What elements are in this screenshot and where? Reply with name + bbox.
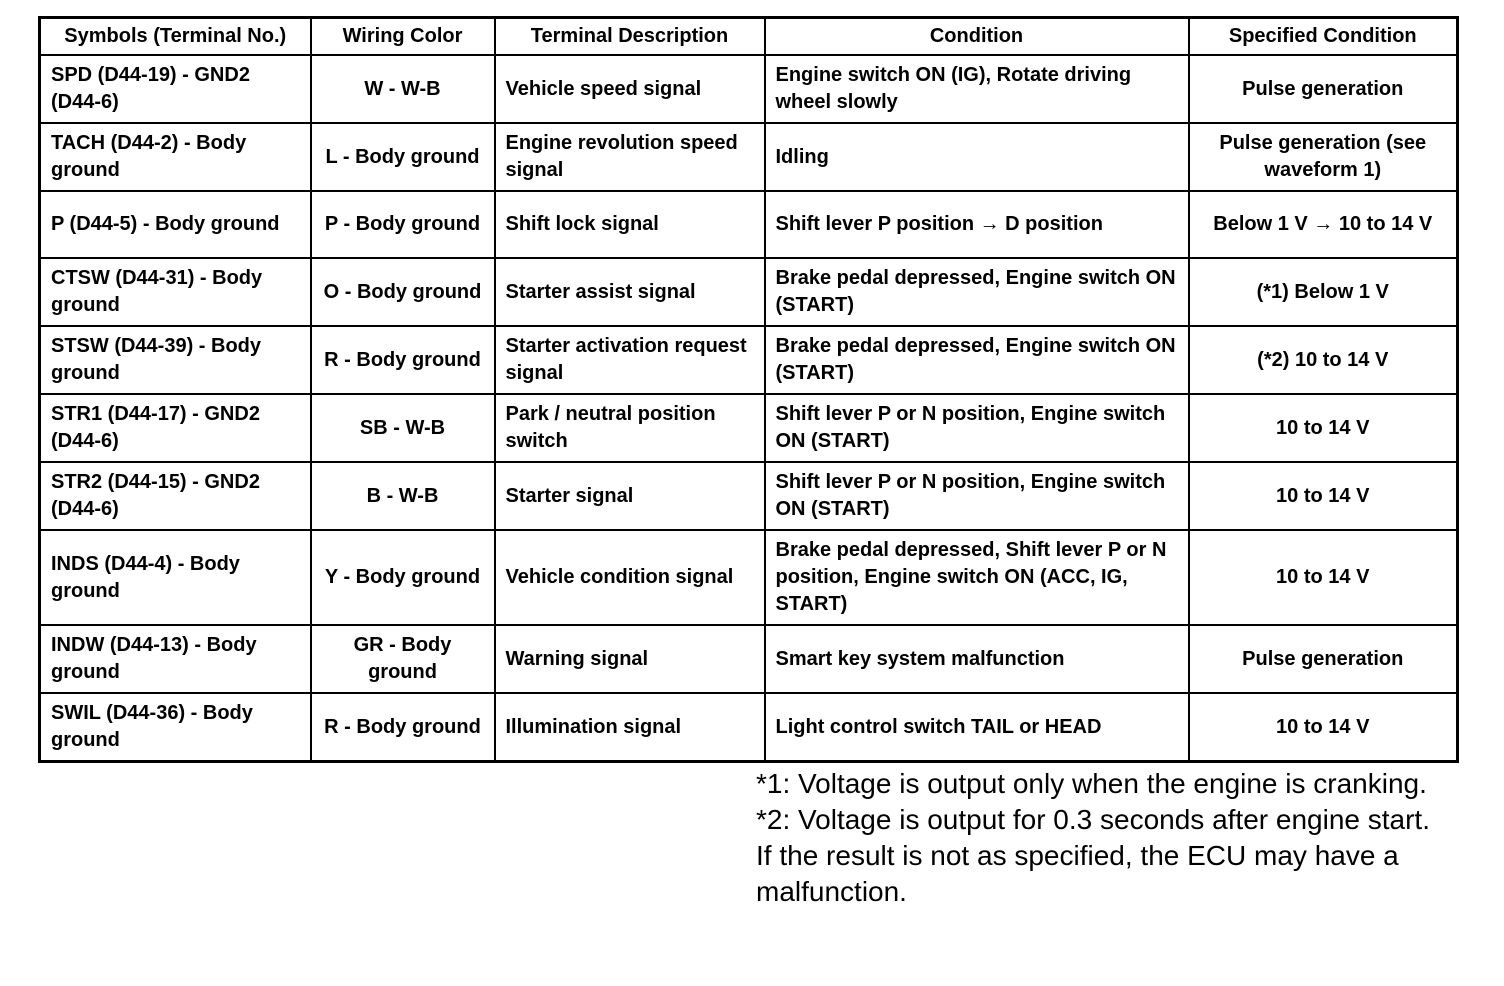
footnote-1: *1: Voltage is output only when the engine is cranking.: [756, 768, 1427, 799]
cell-specified: Pulse generation: [1189, 55, 1458, 123]
cell-description: Vehicle speed signal: [495, 55, 765, 123]
cell-symbol: SPD (D44-19) - GND2 (D44-6): [40, 55, 311, 123]
cell-condition: Brake pedal depressed, Engine switch ON (START): [765, 258, 1189, 326]
cell-description: Starter signal: [495, 462, 765, 530]
table-row: [40, 530, 1458, 625]
cell-specified: 10 to 14 V: [1189, 462, 1458, 530]
footnote-2: *2: Voltage is output for 0.3 seconds after engine start.: [756, 804, 1430, 835]
cell-wiring-color: R - Body ground: [311, 693, 495, 762]
cell-condition: Brake pedal depressed, Shift lever P or N position, Engine switch ON (ACC, IG, START): [765, 530, 1189, 625]
table-row: [40, 123, 1458, 191]
cell-symbol: SWIL (D44-36) - Body ground: [40, 693, 311, 762]
table-row: [40, 462, 1458, 530]
cell-specified: Pulse generation (see waveform 1): [1189, 123, 1458, 191]
cell-symbol: STR2 (D44-15) - GND2 (D44-6): [40, 462, 311, 530]
cell-condition: Brake pedal depressed, Engine switch ON (START): [765, 326, 1189, 394]
cell-specified: 10 to 14 V: [1189, 530, 1458, 625]
cell-description: Park / neutral position switch: [495, 394, 765, 462]
cell-symbol: P (D44-5) - Body ground: [40, 191, 311, 258]
cell-description: Illumination signal: [495, 693, 765, 762]
table-row: [40, 55, 1458, 123]
cell-specified: (*1) Below 1 V: [1189, 258, 1458, 326]
cell-condition: Smart key system malfunction: [765, 625, 1189, 693]
table-row: [40, 625, 1458, 693]
cell-wiring-color: Y - Body ground: [311, 530, 495, 625]
cell-condition: Shift lever P or N position, Engine switch ON (START): [765, 394, 1189, 462]
cell-wiring-color: L - Body ground: [311, 123, 495, 191]
table-row: [40, 326, 1458, 394]
header-row: [40, 18, 1458, 56]
cell-wiring-color: R - Body ground: [311, 326, 495, 394]
cell-description: Starter assist signal: [495, 258, 765, 326]
table-header: [40, 18, 1458, 56]
cell-condition: Engine switch ON (IG), Rotate driving wheel slowly: [765, 55, 1189, 123]
table-body: [40, 55, 1458, 762]
cell-wiring-color: SB - W-B: [311, 394, 495, 462]
header-wiring-color: Wiring Color: [311, 18, 495, 56]
cell-symbol: CTSW (D44-31) - Body ground: [40, 258, 311, 326]
cell-description: Starter activation request signal: [495, 326, 765, 394]
cell-condition: Shift lever P or N position, Engine switch ON (START): [765, 462, 1189, 530]
cell-specified: Pulse generation: [1189, 625, 1458, 693]
cell-wiring-color: P - Body ground: [311, 191, 495, 258]
header-symbols: Symbols (Terminal No.): [40, 18, 311, 56]
cell-symbol: TACH (D44-2) - Body ground: [40, 123, 311, 191]
cell-description: Shift lock signal: [495, 191, 765, 258]
cell-specified: 10 to 14 V: [1189, 394, 1458, 462]
cell-condition: Idling: [765, 123, 1189, 191]
cell-wiring-color: B - W-B: [311, 462, 495, 530]
cell-specified: 10 to 14 V: [1189, 693, 1458, 762]
table-row: [40, 258, 1458, 326]
header-condition: Condition: [765, 18, 1189, 56]
result-note: If the result is not as specified, the ECU may have a malfunction.: [756, 840, 1399, 907]
cell-description: Warning signal: [495, 625, 765, 693]
cell-symbol: STR1 (D44-17) - GND2 (D44-6): [40, 394, 311, 462]
cell-wiring-color: GR - Body ground: [311, 625, 495, 693]
cell-specified: (*2) 10 to 14 V: [1189, 326, 1458, 394]
cell-wiring-color: O - Body ground: [311, 258, 495, 326]
cell-condition: Shift lever P position → D position: [765, 191, 1189, 258]
cell-symbol: INDS (D44-4) - Body ground: [40, 530, 311, 625]
header-specified-condition: Specified Condition: [1189, 18, 1458, 56]
cell-description: Engine revolution speed signal: [495, 123, 765, 191]
cell-specified: Below 1 V → 10 to 14 V: [1189, 191, 1458, 258]
cell-condition: Light control switch TAIL or HEAD: [765, 693, 1189, 762]
cell-symbol: STSW (D44-39) - Body ground: [40, 326, 311, 394]
cell-symbol: INDW (D44-13) - Body ground: [40, 625, 311, 693]
terminal-spec-table: [38, 16, 1459, 763]
cell-wiring-color: W - W-B: [311, 55, 495, 123]
table-row: [40, 693, 1458, 762]
footnotes: [756, 766, 1496, 910]
header-terminal-description: Terminal Description: [495, 18, 765, 56]
table-row: [40, 191, 1458, 258]
cell-description: Vehicle condition signal: [495, 530, 765, 625]
table-row: [40, 394, 1458, 462]
